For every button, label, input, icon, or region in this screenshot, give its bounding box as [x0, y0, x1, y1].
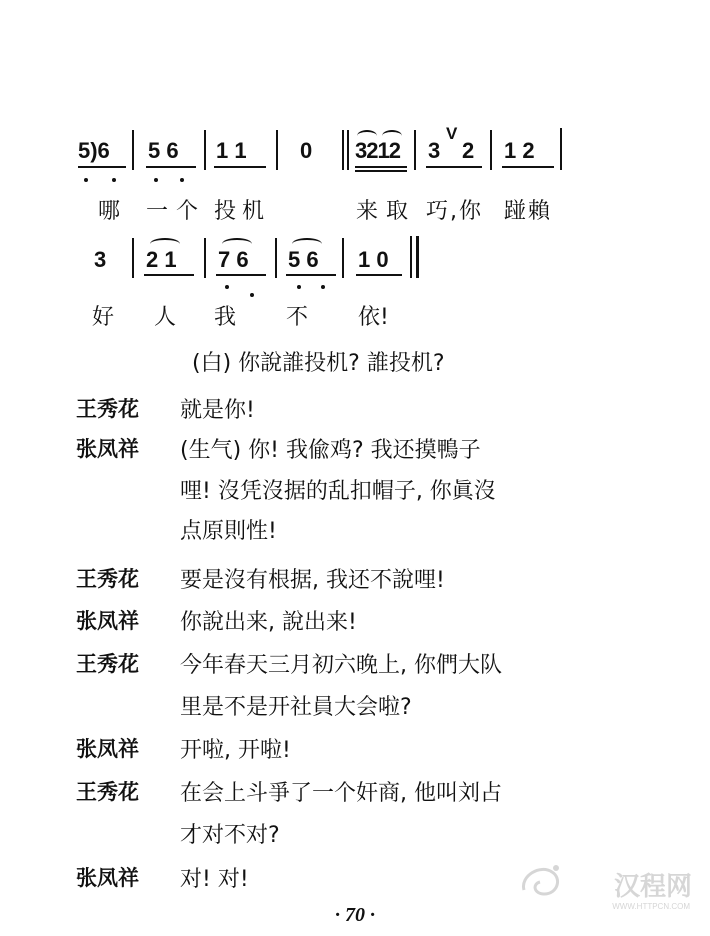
note-group: 5 6 [288, 247, 319, 272]
lyric: 一个 [146, 199, 207, 224]
lyric: 来取 [356, 199, 417, 224]
final-bar-line [416, 236, 419, 278]
lyric: 巧,你 [426, 199, 483, 224]
low-octave-dot [180, 178, 184, 182]
stage-aside: (白) 你說誰投机? 誰投机? [192, 351, 445, 376]
speaker-name: 王秀花 [76, 652, 139, 676]
speaker-name: 张凤祥 [76, 609, 139, 633]
low-octave-dot [321, 285, 325, 289]
dialogue-line: 对! 对! [180, 867, 249, 892]
low-octave-dot [112, 178, 116, 182]
lyric: 好 [92, 305, 115, 330]
bar-line [490, 130, 492, 170]
dialogue-line: 就是你! [180, 398, 255, 423]
note-group: 0 [300, 138, 313, 163]
note-group: 1 1 [216, 138, 247, 163]
slur [150, 238, 180, 250]
underline [502, 166, 554, 168]
dialogue-line: (生气) 你! 我偸鸡? 我还摸鴨子 [180, 438, 481, 463]
underline [146, 166, 196, 168]
note-group: 3212 [355, 138, 400, 163]
lyric: 不 [286, 305, 309, 330]
bar-line [414, 130, 416, 170]
lyric: 依! [358, 305, 389, 330]
breath-mark: V [446, 124, 458, 143]
lyric: 投机 [214, 199, 271, 224]
dialogue-line: 才对不对? [180, 823, 280, 848]
slur [222, 238, 252, 250]
bar-line [132, 238, 134, 278]
dialogue-line: 你說出来, 說出来! [180, 610, 357, 635]
dialogue-line: 开啦, 开啦! [180, 738, 291, 763]
lyric: 人 [154, 305, 177, 330]
note-group: 5 6 [148, 138, 179, 163]
bar-line [275, 238, 277, 278]
lyric: 哪 [98, 199, 121, 224]
underline [214, 166, 266, 168]
dialogue-line: 里是不是开社員大会啦? [180, 695, 412, 720]
speaker-name: 张凤祥 [76, 866, 139, 890]
underline [216, 274, 266, 276]
dialogue-line: 在会上斗爭了一个奸商, 他叫刘占 [180, 781, 502, 806]
bar-line [276, 130, 278, 170]
speaker-name: 王秀花 [76, 397, 139, 421]
dialogue-line: 今年春天三月初六晚上, 你們大队 [180, 653, 502, 678]
bar-line [132, 130, 134, 170]
speaker-name: 王秀花 [76, 780, 139, 804]
bar-line [560, 128, 562, 170]
low-octave-dot [84, 178, 88, 182]
bar-line [410, 236, 412, 278]
underline [426, 166, 482, 168]
speaker-name: 张凤祥 [76, 437, 139, 461]
page-number: · 70 · [335, 904, 375, 926]
bar-line [342, 238, 344, 278]
note-group: 7 6 [218, 247, 249, 272]
speaker-name: 张凤祥 [76, 737, 139, 761]
note-group: 5)6 [78, 138, 110, 163]
dialogue-line: 要是沒有根据, 我还不說哩! [180, 568, 445, 593]
note-group: 2 1 [146, 247, 177, 272]
watermark-logo-icon [518, 860, 568, 902]
low-octave-dot [225, 285, 229, 289]
dialogue-line: 哩! 沒凭沒据的乱扣帽子, 你眞沒 [180, 479, 496, 504]
low-octave-dot [297, 285, 301, 289]
dialogue-line: 点原則性! [180, 519, 277, 544]
slur [382, 130, 402, 142]
note-group: 1 0 [358, 247, 389, 272]
underline [144, 274, 194, 276]
lyric: 踫賴 [504, 199, 553, 224]
underline [78, 166, 126, 168]
bar-line [204, 238, 206, 278]
underline [286, 274, 336, 276]
underline [356, 274, 402, 276]
note-group: 2 [462, 138, 475, 163]
underline [355, 170, 407, 172]
low-octave-dot [250, 293, 254, 297]
low-octave-dot [154, 178, 158, 182]
bar-line [347, 130, 349, 170]
bar-line [204, 130, 206, 170]
slur [357, 130, 377, 142]
watermark-text: 汉程网 [613, 872, 692, 902]
speaker-name: 王秀花 [76, 567, 139, 591]
note-group: 3 [428, 138, 441, 163]
lyric: 我 [214, 305, 237, 330]
note-group: 3 [94, 247, 107, 272]
slur [292, 238, 322, 250]
underline [355, 166, 407, 168]
note-group: 1 2 [504, 138, 535, 163]
watermark-url: WWW.HTTPCN.COM [612, 902, 690, 911]
bar-line [342, 130, 344, 170]
